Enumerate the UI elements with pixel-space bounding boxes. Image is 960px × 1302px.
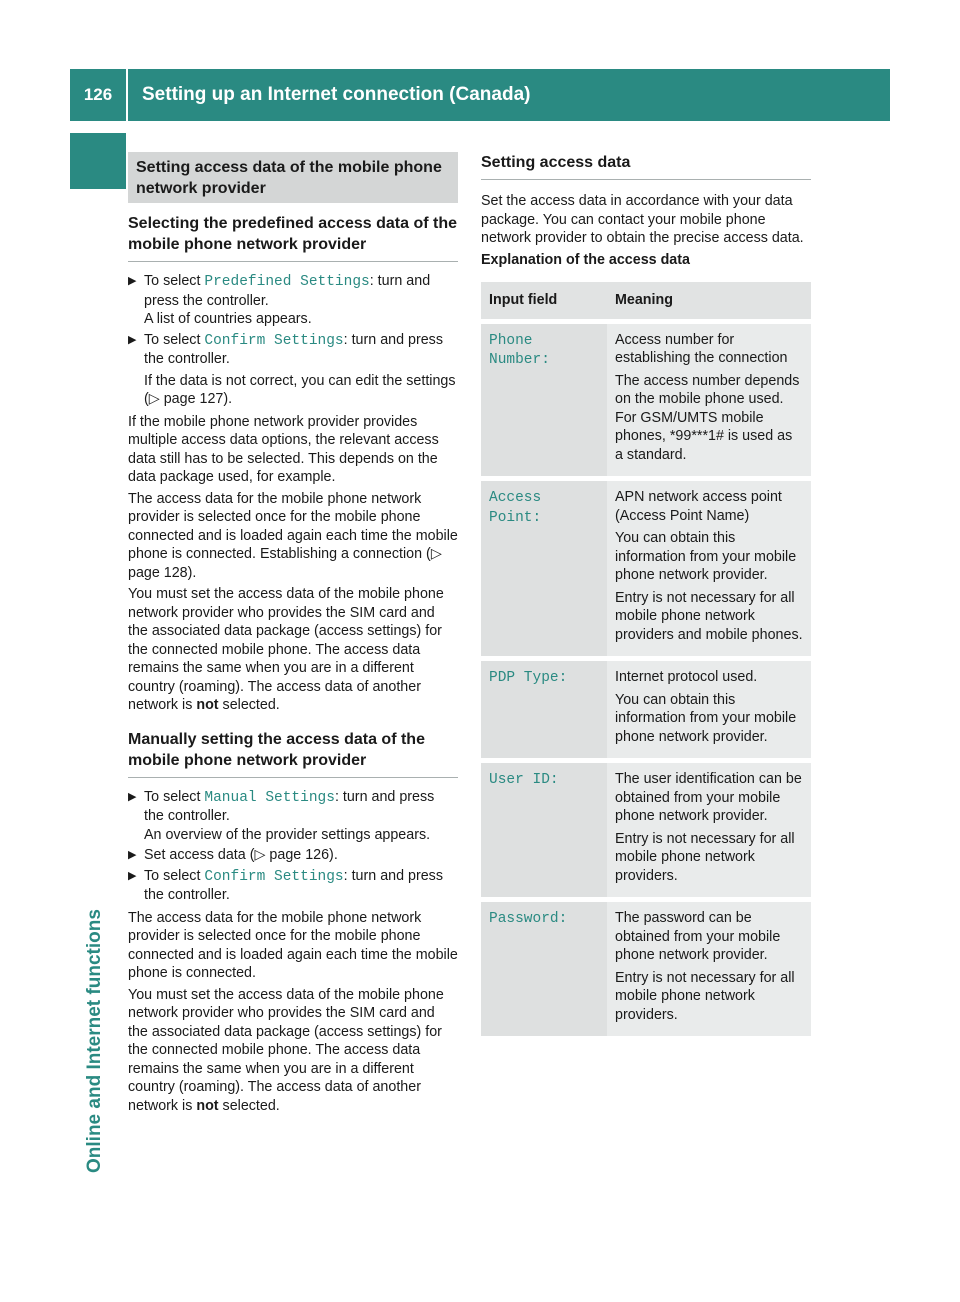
step-result: An overview of the provider settings appears.: [144, 826, 431, 843]
instruction-step: ▶ To select Manual Settings: turn and press the controller. An overview of the provider settings appears.: [128, 788, 458, 845]
instruction-step: ▶ Set access data (▷ page 126).: [128, 847, 338, 863]
subsection-heading-manual: Manually setting the access data of the mobile phone network provider: [128, 730, 425, 769]
menu-item-predefined-settings: Predefined Settings: [204, 274, 370, 290]
header-divider: [126, 69, 128, 121]
instruction-step: ▶ To select Confirm Settings: turn and press the controller.: [128, 867, 443, 903]
table-caption: Explanation of the access data: [481, 251, 690, 268]
field-user-id: User ID:: [489, 772, 559, 788]
instruction-step: ▶ To select Predefined Settings: turn and press the controller. A list of countries appears.: [128, 272, 458, 329]
table-row: Password: The password can be obtained from your mobile phone network provider. Entry is not necessary for all mobile phone network providers.: [481, 902, 811, 1036]
menu-item-confirm-settings: Confirm Settings: [204, 868, 344, 885]
column-header-input-field: Input field: [481, 282, 607, 319]
chapter-sidebar: [70, 133, 126, 1173]
body-paragraph: The access data for the mobile phone network provider is selected once for the mobile phone connected and is loaded again each time the mobile phone is connected.: [128, 909, 458, 981]
table-row: PDP Type: Internet protocol used. You can obtain this information from your mobile phone network provider.: [481, 661, 811, 758]
step-result: If the data is not correct, you can edit the settings (▷ page 127).: [144, 372, 456, 407]
table-row: Access Point: APN network access point (Access Point Name) You can obtain this information from your mobile phone network provider. Entry is not necessary for all mobile phone network providers and mobile phones.: [481, 481, 811, 656]
step-arrow-icon: ▶: [128, 849, 137, 861]
body-paragraph: The access data for the mobile phone network provider is selected once for the mobile phone connected and is loaded again each time the mobile phone is connected. Establishing a connection (▷ page 128).: [128, 490, 458, 581]
instruction-step: ▶ To select Confirm Settings: turn and press the controller. If the data is not correct, you can edit the settings (▷ page 127).: [128, 331, 458, 409]
chapter-label: Online and Internet functions: [84, 909, 105, 1173]
body-paragraph: If the mobile phone network provider provides multiple access data options, the relevant access data still has to be selected. This depends on the data package used, for example.: [128, 413, 439, 485]
body-paragraph: You must set the access data of the mobile phone network provider who provides the SIM card and the associated data package (access settings) for the connected mobile phone. The access data remains the same when you are in a different country (roaming). The access data of another network is not selected.: [128, 986, 444, 1114]
step-arrow-icon: ▶: [128, 333, 137, 346]
page-title: Setting up an Internet connection (Canada): [142, 84, 531, 105]
body-paragraph: Set the access data in accordance with your data package. You can contact your mobile phone network provider to obtain the precise access data.: [481, 193, 804, 246]
step-result: A list of countries appears.: [144, 311, 312, 327]
page-number: 126: [83, 85, 113, 104]
menu-item-confirm-settings: Confirm Settings: [204, 332, 344, 349]
step-arrow-icon: ▶: [128, 869, 137, 882]
heading-rule: [128, 777, 458, 778]
table-header-row: [481, 282, 811, 319]
section-heading-access-data: Setting access data: [481, 154, 631, 171]
body-paragraph: You must set the access data of the mobile phone network provider who provides the SIM card and the associated data package (access settings) for the connected mobile phone. The access data remains the same when you are in a different country (roaming). The access data of another network is not selected.: [128, 586, 444, 713]
field-phone-number: Phone Number:: [489, 332, 550, 368]
field-access-point: Access Point:: [489, 490, 542, 526]
right-column: [481, 152, 811, 1041]
access-data-table: [481, 277, 811, 1041]
step-arrow-icon: ▶: [128, 275, 137, 287]
heading-rule: [481, 179, 811, 180]
column-header-meaning: Meaning: [607, 282, 811, 319]
page-header: [70, 69, 890, 121]
table-row: User ID: The user identification can be obtained from your mobile phone network provider. Entry is not necessary for all mobile phone network providers.: [481, 763, 811, 897]
menu-item-manual-settings: Manual Settings: [204, 789, 335, 806]
field-pdp-type: PDP Type:: [489, 670, 568, 686]
step-arrow-icon: ▶: [128, 790, 137, 803]
table-row: Phone Number: Access number for establishing the connection The access number depends on the mobile phone used. For GSM/UMTS mobile phones, *99***1# is used as a standard.: [481, 324, 811, 477]
section-heading-box: Setting access data of the mobile phone network provider: [128, 152, 458, 203]
subsection-heading-predefined: Selecting the predefined access data of the mobile phone network provider: [128, 215, 457, 253]
heading-rule: [128, 261, 458, 262]
left-column: [128, 152, 458, 1118]
field-password: Password:: [489, 911, 568, 927]
chapter-marker: [70, 133, 126, 189]
